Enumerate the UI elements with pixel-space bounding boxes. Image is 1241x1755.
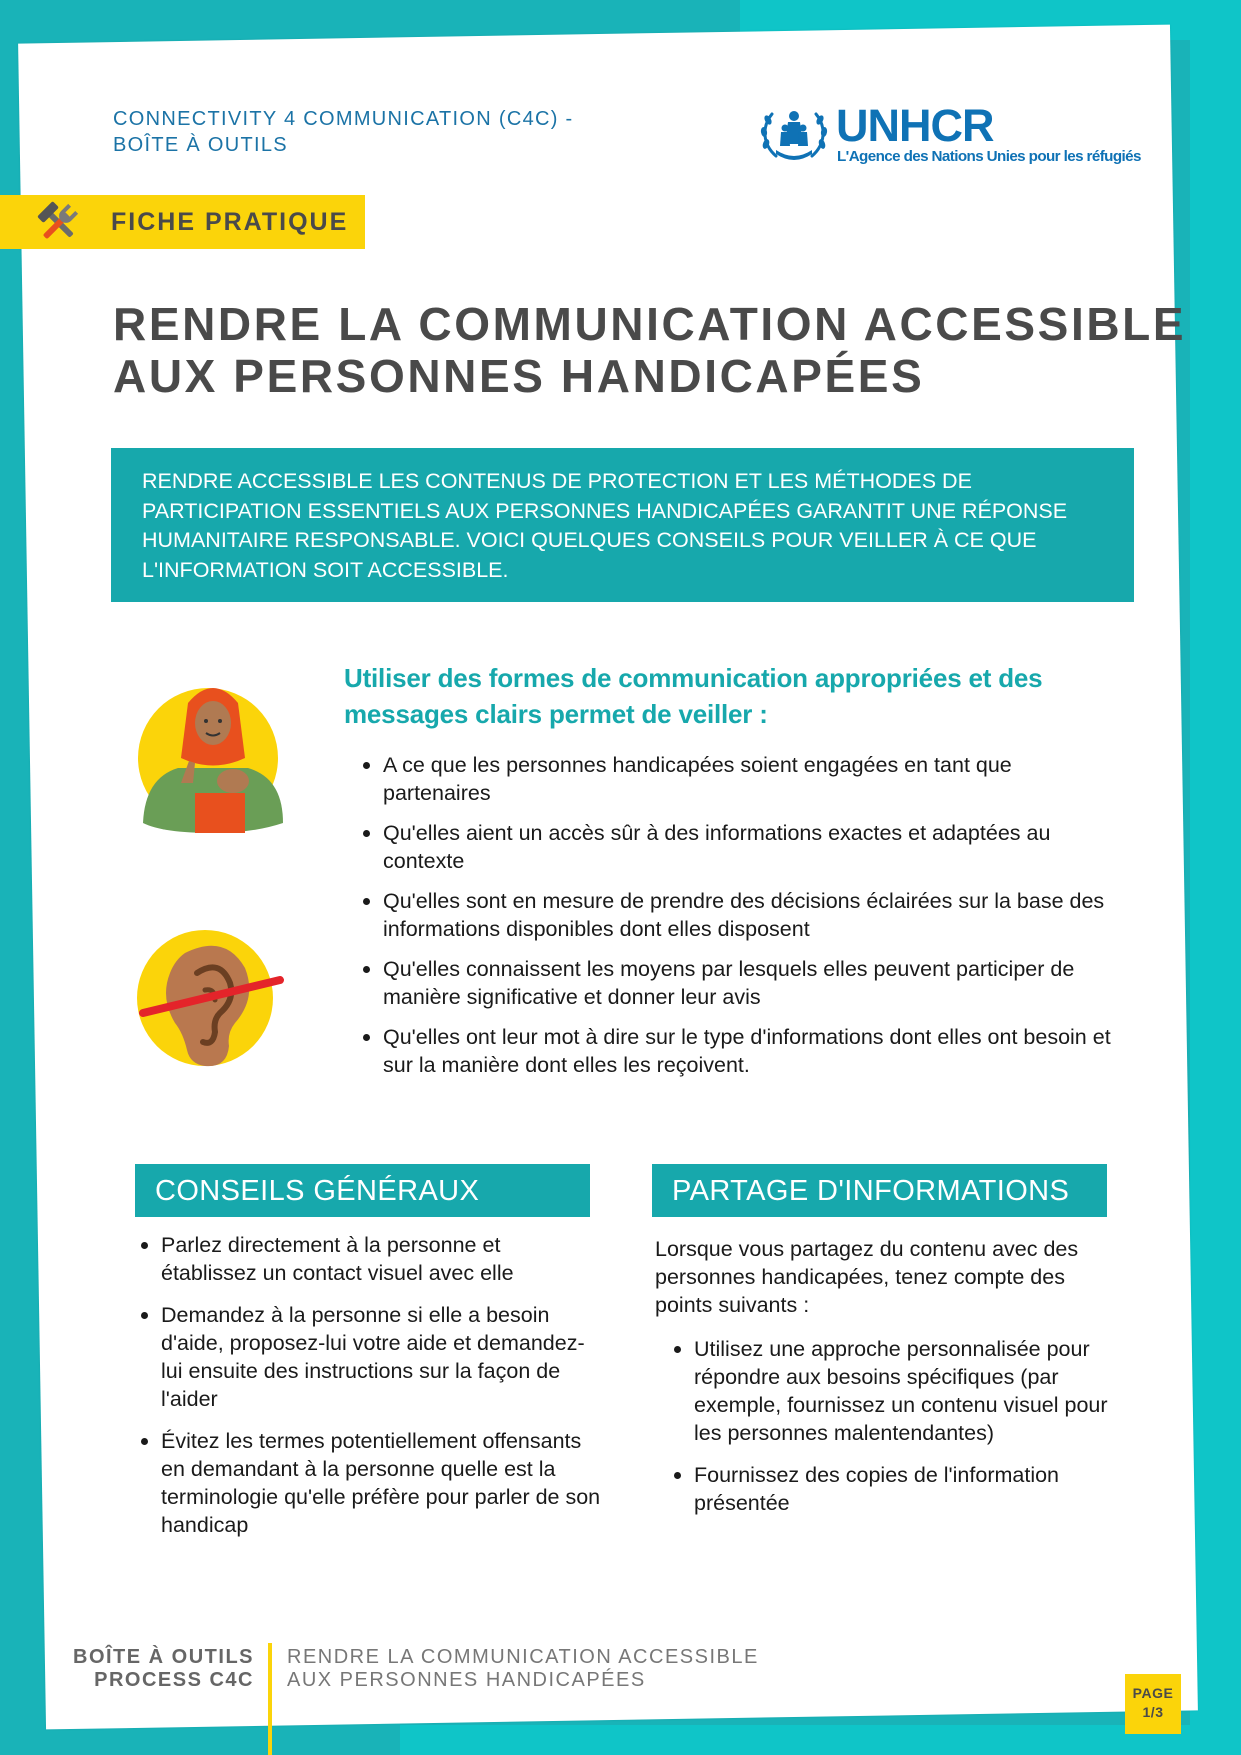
- page-label: PAGE: [1132, 1685, 1174, 1701]
- list-item: Qu'elles sont en mesure de prendre des décisions éclairées sur la base des informations disponibles dont elles disposent: [383, 887, 1123, 943]
- fiche-pratique-label: FICHE PRATIQUE: [111, 208, 349, 236]
- footer-right-line-2: AUX PERSONNES HANDICAPÉES: [287, 1669, 646, 1691]
- unhcr-emblem-icon: [758, 104, 830, 166]
- title-line-1: RENDRE LA COMMUNICATION ACCESSIBLE: [113, 298, 1187, 350]
- list-item: Parlez directement à la personne et établissez un contact visuel avec elle: [161, 1231, 601, 1287]
- page-number: 1/3: [1142, 1704, 1164, 1720]
- list-item: A ce que les personnes handicapées soient engagées en tant que partenaires: [383, 751, 1123, 807]
- footer-document-title: [287, 1646, 759, 1692]
- page-number-badge: [1125, 1674, 1181, 1734]
- sign-language-woman-illustration: [133, 673, 293, 833]
- partage-bullet-list: [694, 1335, 1114, 1531]
- partage-intro-text: Lorsque vous partagez du contenu avec des personnes handicapées, tenez compte des points suivants :: [655, 1237, 1079, 1317]
- footer-right-line-1: RENDRE LA COMMUNICATION ACCESSIBLE: [287, 1646, 759, 1668]
- footer-divider: [268, 1643, 272, 1755]
- list-item: Évitez les termes potentiellement offensants en demandant à la personne quelle est la terminologie qu'elle préfère pour parler de son handicap: [161, 1429, 601, 1537]
- toolkit-header: [113, 106, 574, 158]
- main-subheading: Utiliser des formes de communication appropriées et des messages clairs permet de veiller :: [344, 663, 1043, 729]
- conseils-bullet-list: [161, 1231, 601, 1553]
- tools-icon: [36, 201, 82, 245]
- list-item: Fournissez des copies de l'information présentée: [694, 1461, 1114, 1517]
- intro-text: RENDRE ACCESSIBLE LES CONTENUS DE PROTECTION ET LES MÉTHODES DE PARTICIPATION ESSENTIELS AUX PERSONNES HANDICAPÉES GARANTIT UNE RÉPONSE HUMANITAIRE RESPONSABLE. VOICI QUELQUES CONSEILS POUR VEILLER À CE QUE L'INFORMATION SOIT ACCESSIBLE.: [142, 469, 1068, 582]
- background-stripe-right: [1190, 0, 1241, 1755]
- list-item: Qu'elles connaissent les moyens par lesquels elles peuvent participer de manière significative et donner leur avis: [383, 955, 1123, 1011]
- main-bullet-list: [383, 751, 1123, 1091]
- partage-informations-heading: PARTAGE D'INFORMATIONS: [652, 1164, 1107, 1217]
- logo-name: UNHCR: [836, 100, 994, 151]
- unhcr-logo: [758, 100, 1143, 170]
- list-item: Qu'elles aient un accès sûr à des informations exactes et adaptées au contexte: [383, 819, 1123, 875]
- toolkit-line-1: CONNECTIVITY 4 COMMUNICATION (C4C) -: [113, 108, 574, 130]
- footer-toolkit-label: [60, 1646, 254, 1692]
- toolkit-line-2: BOÎTE À OUTILS: [113, 134, 288, 156]
- list-item: Utilisez une approche personnalisée pour répondre aux besoins spécifiques (par exemple, fournissez un contenu visuel pour les personnes malentendantes): [694, 1335, 1114, 1447]
- intro-box: [111, 448, 1134, 602]
- conseils-generaux-heading: CONSEILS GÉNÉRAUX: [135, 1164, 590, 1217]
- list-item: Qu'elles ont leur mot à dire sur le type d'informations dont elles ont besoin et sur la manière dont elles les reçoivent.: [383, 1023, 1123, 1079]
- deaf-ear-icon: [135, 928, 285, 1078]
- footer-left-line-2: PROCESS C4C: [94, 1669, 254, 1691]
- list-item: Demandez à la personne si elle a besoin d'aide, proposez-lui votre aide et demandez-lui ensuite des instructions sur la façon de l'aider: [161, 1301, 601, 1413]
- fiche-pratique-banner: [0, 195, 365, 249]
- title-line-2: AUX PERSONNES HANDICAPÉES: [113, 350, 925, 402]
- footer-left-line-1: BOÎTE À OUTILS: [73, 1646, 254, 1668]
- logo-tagline: L'Agence des Nations Unies pour les réfugiés: [837, 148, 1141, 165]
- page-title: [113, 298, 1186, 402]
- background-stripe-bottom: [400, 1725, 1241, 1755]
